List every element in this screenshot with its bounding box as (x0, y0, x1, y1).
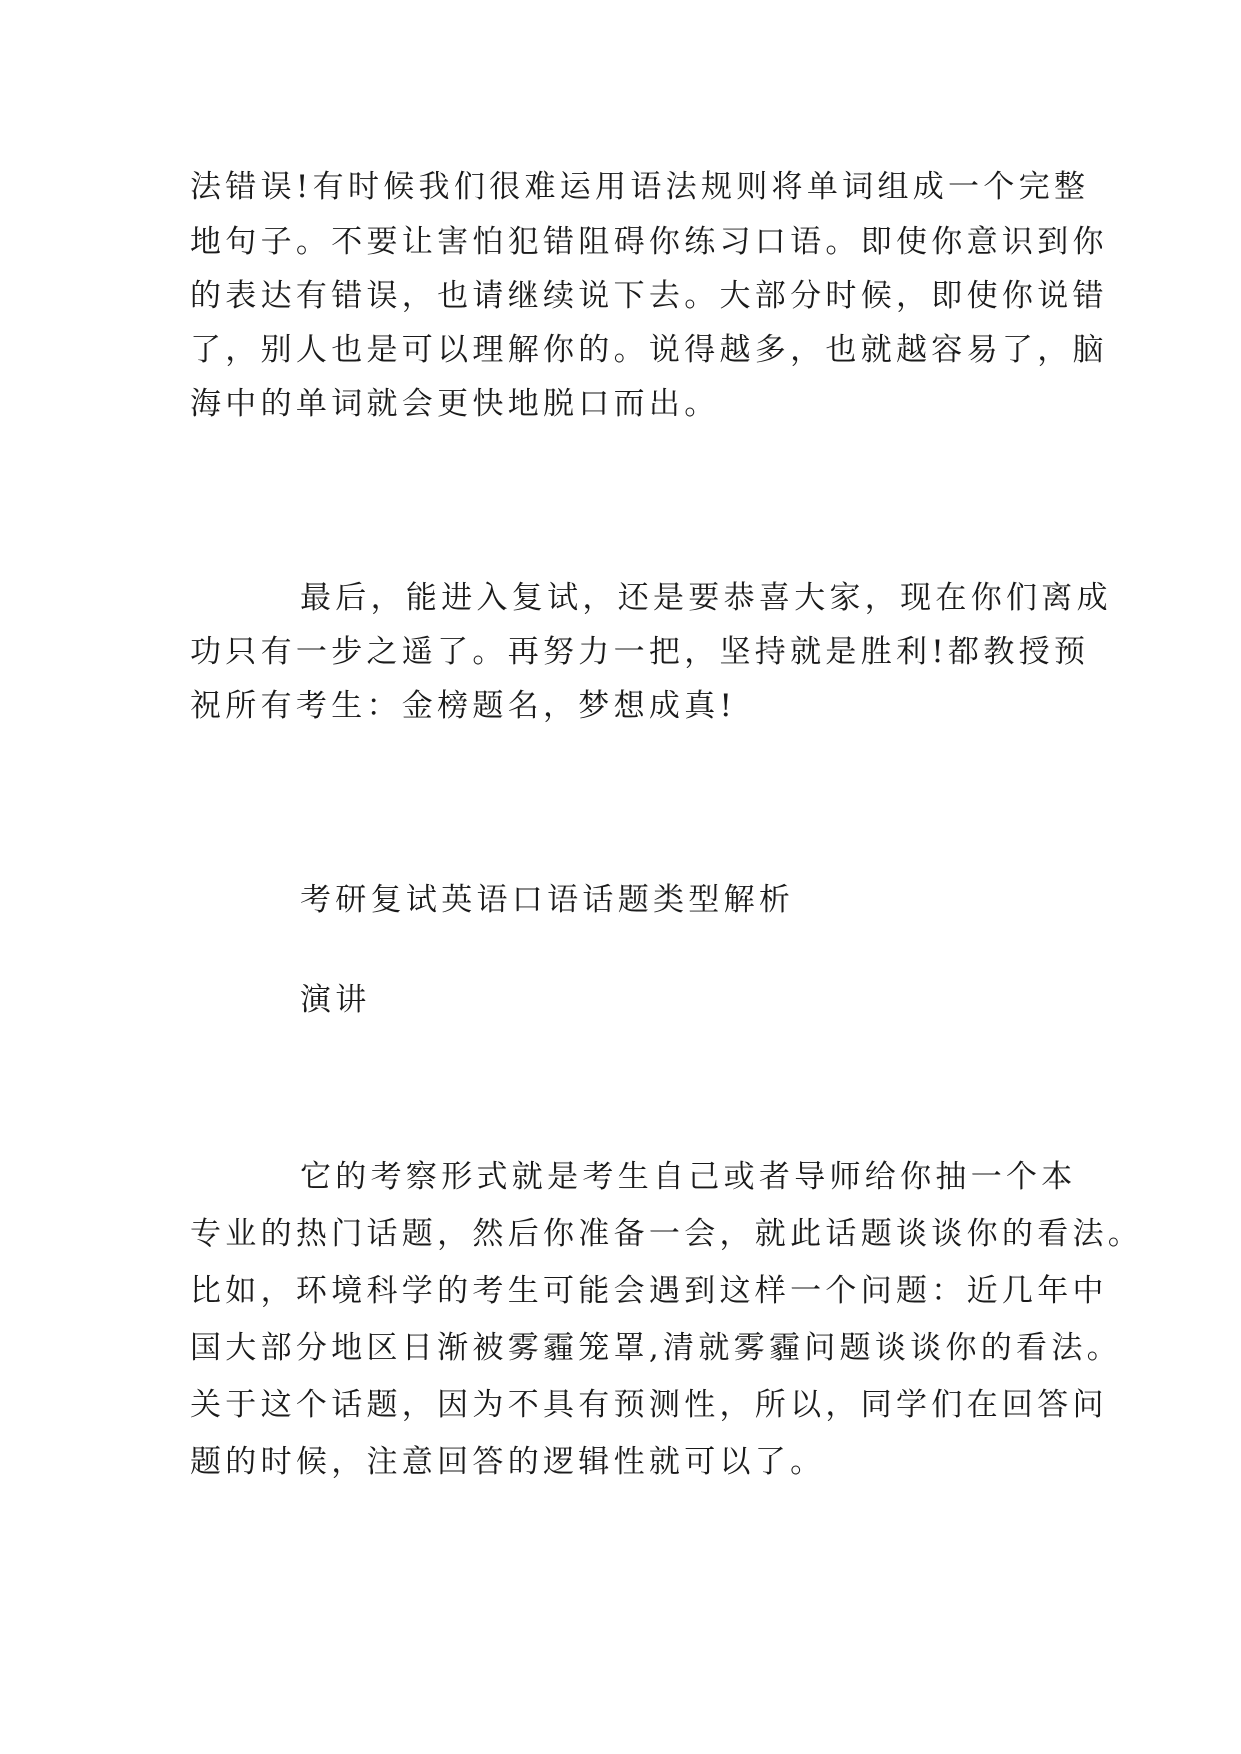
subsection-title: 演讲 (300, 982, 371, 1018)
paragraph-1-line-2: 地句子。不要让害怕犯错阻碍你练习口语。即使你意识到你 (190, 224, 1108, 260)
section-title: 考研复试英语口语话题类型解析 (300, 882, 795, 918)
paragraph-3-line-6: 题的时候，注意回答的逻辑性就可以了。 (190, 1444, 826, 1480)
paragraph-2-line-2: 功只有一步之遥了。再努力一把，坚持就是胜利!都教授预 (190, 634, 1090, 670)
paragraph-3-line-2: 专业的热门话题，然后你准备一会，就此话题谈谈你的看法。 (190, 1216, 1144, 1252)
paragraph-3-line-1: 它的考察形式就是考生自己或者导师给你抽一个本 (300, 1159, 1077, 1195)
paragraph-2-line-1: 最后，能进入复试，还是要恭喜大家，现在你们离成 (300, 580, 1112, 616)
paragraph-1-line-5: 海中的单词就会更快地脱口而出。 (190, 386, 720, 422)
paragraph-3-line-3: 比如，环境科学的考生可能会遇到这样一个问题：近几年中 (190, 1273, 1108, 1309)
paragraph-2-line-3: 祝所有考生：金榜题名，梦想成真! (190, 688, 737, 724)
paragraph-1-line-1: 法错误!有时候我们很难运用语法规则将单词组成一个完整 (190, 169, 1090, 205)
paragraph-1-line-4: 了，别人也是可以理解你的。说得越多，也就越容易了，脑 (190, 332, 1108, 368)
paragraph-3-line-5: 关于这个话题，因为不具有预测性，所以，同学们在回答问 (190, 1387, 1108, 1423)
paragraph-3-line-4: 国大部分地区日渐被雾霾笼罩,清就雾霾问题谈谈你的看法。 (190, 1330, 1122, 1366)
paragraph-1-line-3: 的表达有错误，也请继续说下去。大部分时候，即使你说错 (190, 278, 1108, 314)
